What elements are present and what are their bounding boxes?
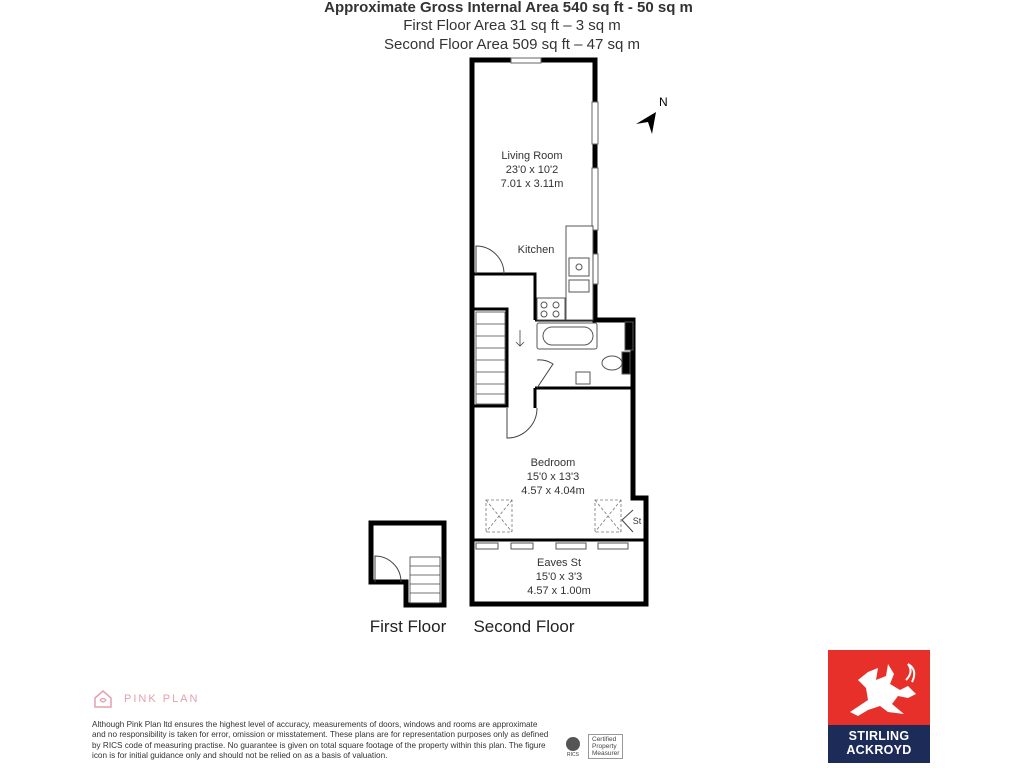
rics-line-2: Property	[592, 742, 617, 750]
kitchen-name: Kitchen	[517, 244, 555, 256]
living-room-imperial: 23'0 x 10'2	[505, 164, 559, 176]
rics-line-1: Certified	[592, 735, 617, 743]
second-floor-area: Second Floor Area 509 sq ft – 47 sq m	[384, 36, 640, 53]
compass-icon	[636, 95, 668, 134]
bedroom-imperial: 15'0 x 13'3	[526, 471, 580, 483]
compass-label: N	[659, 95, 668, 109]
pink-plan-brand	[92, 688, 199, 710]
pink-plan-name: PINK PLAN	[124, 693, 200, 705]
bedroom-name: Bedroom	[530, 457, 576, 469]
bedroom-metric: 4.57 x 4.04m	[521, 485, 585, 497]
rics-badge	[562, 734, 640, 758]
house-icon	[92, 688, 114, 710]
area-title: Approximate Gross Internal Area 540 sq ft - 50 sq m	[324, 0, 693, 16]
stirling-ackroyd-logo	[828, 650, 930, 763]
rics-name: RICS	[567, 752, 579, 757]
skylights	[486, 500, 621, 532]
living-room-name: Living Room	[501, 150, 563, 162]
eaves-imperial: 15'0 x 3'3	[535, 571, 583, 583]
storage-name: St	[632, 516, 642, 526]
first-floor-area: First Floor Area 31 sq ft – 3 sq m	[403, 17, 621, 34]
rics-logo-icon	[562, 735, 584, 757]
first-floor-plan	[371, 523, 444, 605]
rics-certified	[588, 734, 623, 759]
second-floor-label: Second Floor	[473, 617, 575, 636]
eaves-fittings	[476, 543, 628, 549]
logo-line-2: ACKROYD	[846, 743, 912, 757]
first-floor-label: First Floor	[369, 617, 447, 636]
eaves-name: Eaves St	[536, 557, 582, 569]
eaves-metric: 4.57 x 1.00m	[527, 585, 591, 597]
bathroom-fixtures	[537, 322, 633, 384]
disclaimer-text: Although Pink Plan ltd ensures the highest level of accuracy, measurements of doors, windows and rooms are approximate and no responsibility is taken for error, omission or misstatement. These plans are for representation purposes only as defined by RICS code of measuring practise. No guarantee is given on total square footage of the property within this plan. The figure icon is for initial guidance only and should not be relied on as a basis of valuation.	[92, 720, 549, 760]
second-floor-plan	[472, 58, 646, 604]
logo-blue-panel	[828, 725, 930, 763]
rics-line-3: Measurer	[592, 749, 620, 757]
living-room-metric: 7.01 x 3.11m	[500, 178, 564, 190]
logo-red-panel	[828, 650, 930, 725]
staircase	[476, 312, 524, 404]
kitchen-units	[537, 226, 593, 320]
logo-line-1: STIRLING	[848, 729, 910, 743]
griffin-icon	[828, 650, 930, 725]
